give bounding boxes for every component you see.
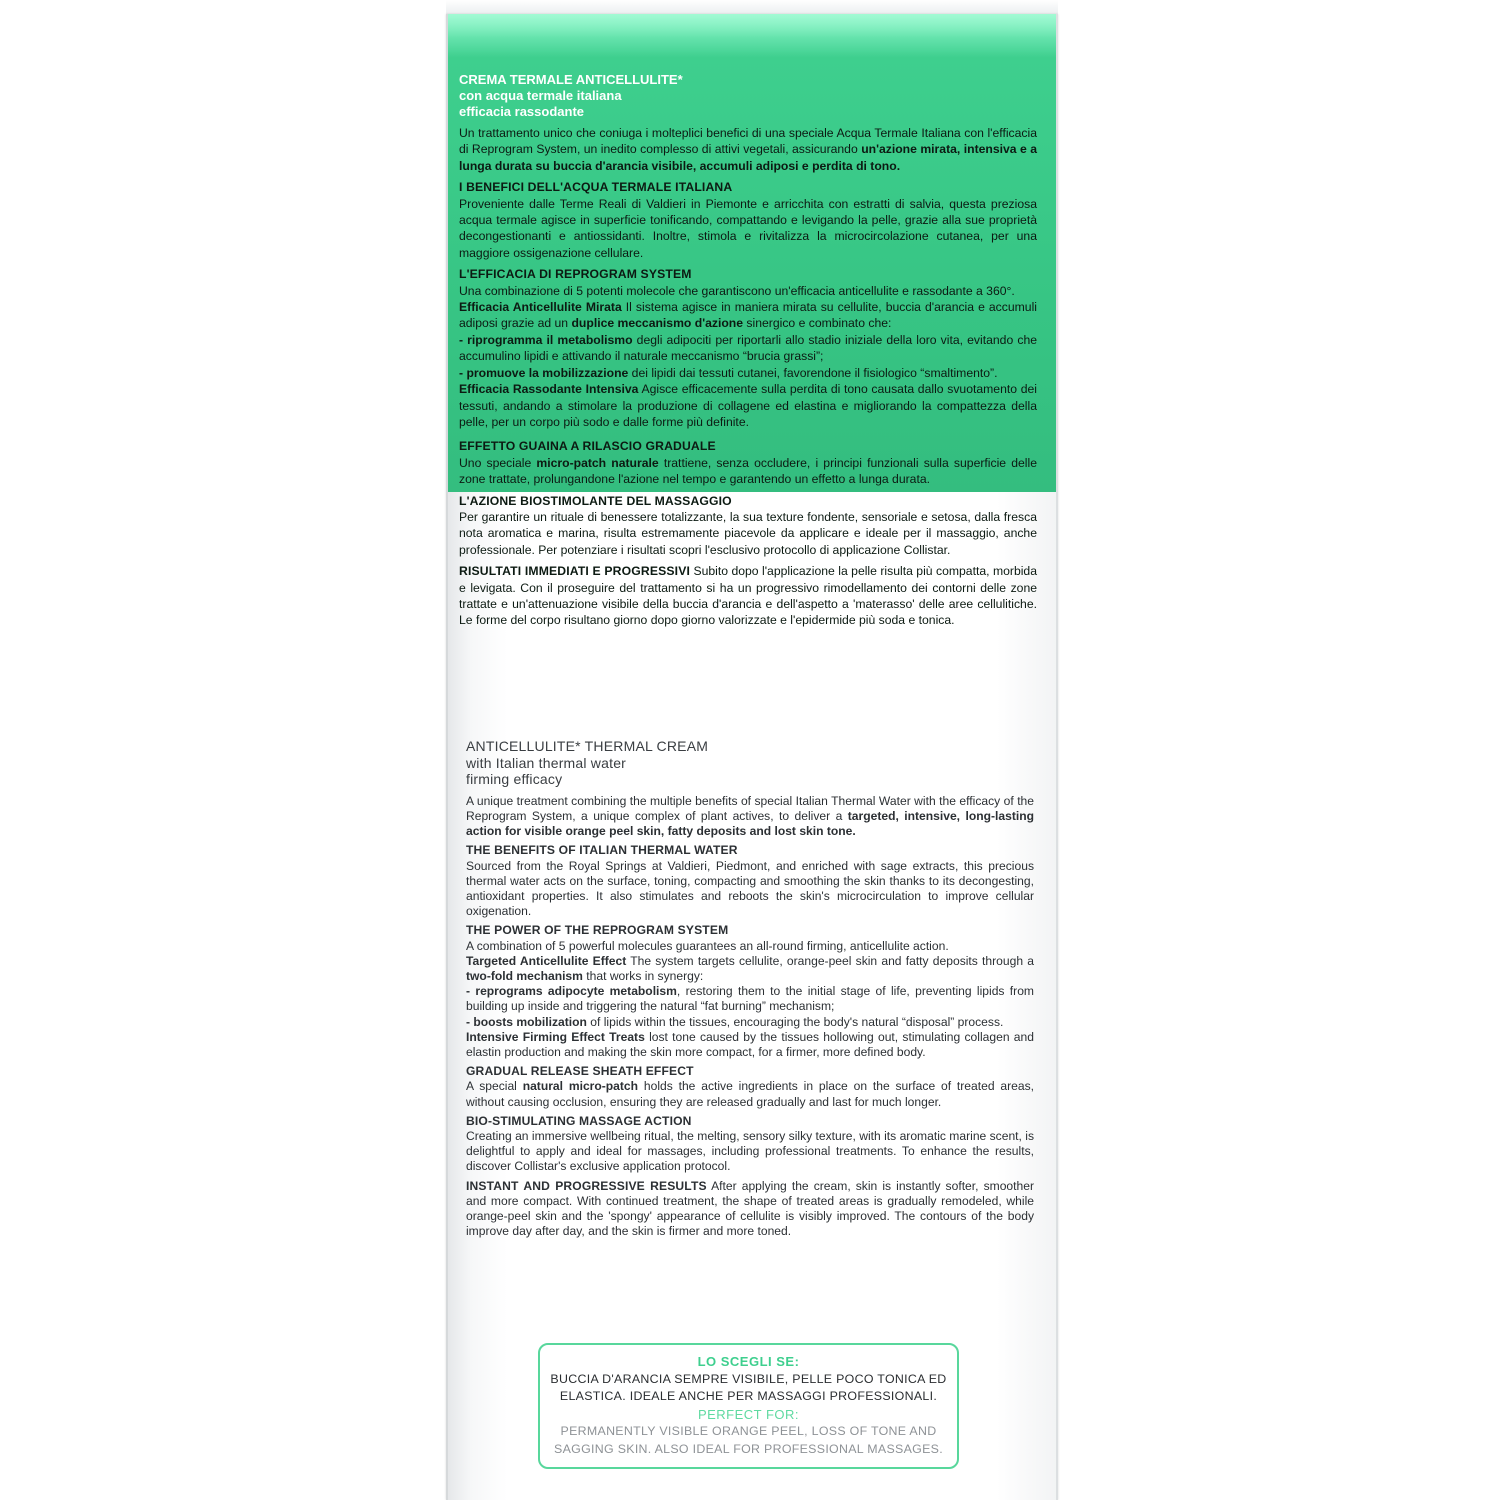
it-section-heading-massaggio: L'AZIONE BIOSTIMOLANTE DEL MASSAGGIO <box>459 493 732 508</box>
it-subtitle-1: con acqua termale italiana <box>459 88 622 103</box>
en-bullet-1: - reprograms adipocyte metabolism, restoring them to the initial stage of life, preventing lipids from building up inside and triggering the natural “fat burning” mechanism; <box>466 984 1034 1014</box>
it-section-body-reprogram: Una combinazione di 5 potenti molecole che garantiscono un'efficacia anticellulite e rassodante a 360°. <box>459 283 1015 298</box>
en-section-body-massage: Creating an immersive wellbeing ritual, the melting, sensory silky texture, with its aromatic marine scent, is delightful to apply and ideal for massages, including professional treatments. To enhance the results, discover Collistar's exclusive application protocol. <box>466 1129 1034 1174</box>
it-bullet-2: - promuove la mobilizzazione dei lipidi dai tessuti cutanei, favorendone il fisiologico “smaltimento”. <box>459 365 998 380</box>
en-bullet-2: - boosts mobilization of lipids within the tissues, encouraging the body's natural “disposal” process. <box>466 1014 1004 1029</box>
it-bullet-1: - riprogramma il metabolismo degli adipociti per riportarli allo stadio iniziale della loro vita, evitando che accumulino lipidi e attivando il naturale meccanismo “brucia grassi”; <box>459 332 1037 364</box>
panel-it-line-2: ELASTICA. IDEALE ANCHE PER MASSAGGI PROFESSIONALI. <box>559 1389 938 1403</box>
panel-en-line-1: PERMANENTLY VISIBLE ORANGE PEEL, LOSS OF TONE AND <box>560 1424 937 1438</box>
box-right-edge <box>1056 14 1058 1500</box>
panel-it-line-1: BUCCIA D'ARANCIA SEMPRE VISIBILE, PELLE POCO TONICA ED <box>550 1371 947 1386</box>
en-section-results: INSTANT AND PROGRESSIVE RESULTS After applying the cream, skin is instantly softer, smoother and more compact. With continued treatment, the shape of treated areas is gradually remodeled, while orange-peel skin and the 'spongy' appearance of cellulite is visibly improved. The contours of the body improve day after day, and the skin is firmer and more toned. <box>466 1178 1034 1239</box>
italian-text-block <box>459 72 1037 629</box>
en-firming-effect: Intensive Firming Effect Treats lost tone caused by the tissues hollowing out, stimulating collagen and elastin production and making the skin more compact, for a firmer, more defined body. <box>466 1029 1034 1060</box>
en-section-heading-thermal-water: THE BENEFITS OF ITALIAN THERMAL WATER <box>466 843 738 858</box>
it-section-body-thermal-water: Proveniente dalle Terme Reali di Valdieri in Piemonte e arricchita con estratti di salvia, questa preziosa acqua termale agisce in superficie tonificando, compattando e levigando la pelle, grazie alla sue proprietà decongestionanti e antiossidanti. Inoltre, stimola e rivitalizza la microcircolazione cutanea, per una maggiore ossigenazione cellulare. <box>459 196 1037 260</box>
it-section-heading-guaina: EFFETTO GUAINA A RILASCIO GRADUALE <box>459 439 716 454</box>
it-section-heading-thermal-water: I BENEFICI DELL'ACQUA TERMALE ITALIANA <box>459 180 733 195</box>
it-intro: Un trattamento unico che coniuga i molteplici benefici di una speciale Acqua Termale Italiana con l'efficacia di Reprogram System, un inedito complesso di attivi vegetali, assicurando un'azione mirata, intensiva e a lunga durata su buccia d'arancia visibile, accumuli adiposi e perdita di tono. <box>459 126 1037 173</box>
en-section-body-sheath: A special natural micro-patch holds the active ingredients in place on the surface of treated areas, without causing occlusion, ensuring they are released gradually and last for much longer. <box>466 1079 1034 1109</box>
en-section-heading-reprogram: THE POWER OF THE REPROGRAM SYSTEM <box>466 923 729 938</box>
box-left-edge <box>446 14 448 1500</box>
en-section-body-thermal-water: Sourced from the Royal Springs at Valdieri, Piedmont, and enriched with sage extracts, this precious thermal water acts on the surface, toning, compacting and smoothing the skin thanks to its decongesting, antioxidant properties. It also stimulates and reboots the skin's microcirculation to improve cellular oxigenation. <box>466 858 1034 919</box>
it-efficacia-rassodante: Efficacia Rassodante Intensiva Agisce efficacemente sulla perdita di tono causata dallo svuotamento dei tessuti, andando a stimolare la produzione di collagene ed elastina e migliorando la compattezza della pelle, per un corpo più sodo e dalle forme più definite. <box>459 382 1037 429</box>
panel-en-heading: PERFECT FOR: <box>697 1406 800 1422</box>
en-section-heading-massage: BIO-STIMULATING MASSAGE ACTION <box>466 1113 692 1128</box>
it-efficacia-mirata: Efficacia Anticellulite Mirata Il sistema agisce in maniera mirata su cellulite, buccia d'arancia e accumuli adiposi grazie ad un duplice meccanismo d'azione sinergico e combinato che: <box>459 300 1037 331</box>
en-product-title: ANTICELLULITE* THERMAL CREAM <box>466 738 709 754</box>
it-subtitle-2: efficacia rassodante <box>459 104 585 119</box>
panel-it-heading: LO SCEGLI SE: <box>697 1354 800 1369</box>
en-section-heading-sheath: GRADUAL RELEASE SHEATH EFFECT <box>466 1064 694 1079</box>
it-section-risultati: RISULTATI IMMEDIATI E PROGRESSIVI Subito dopo l'applicazione la pelle risulta più compatta, morbida e levigata. Con il proseguire del trattamento si ha un progressivo rimodellamento dei contorni delle zone trattate e un'attenuazione visibile della buccia d'arancia e dell'aspetto a 'materasso' delle aree cellulitiche. Le forme del corpo risultano giorno dopo giorno valorizzate e l'epidermide più soda e tonica. <box>459 564 1037 628</box>
english-text-block <box>466 738 1034 1239</box>
en-subtitle-1: with Italian thermal water <box>466 754 627 771</box>
panel-en-line-2: SAGGING SKIN. ALSO IDEAL FOR PROFESSIONAL MASSAGES. <box>554 1441 943 1456</box>
it-section-heading-reprogram: L'EFFICACIA DI REPROGRAM SYSTEM <box>459 267 692 282</box>
it-product-title: CREMA TERMALE ANTICELLULITE* <box>459 72 683 87</box>
box-fold-highlight <box>446 14 1058 58</box>
en-targeted-effect: Targeted Anticellulite Effect The system targets cellulite, orange-peel skin and fatty deposits through a two-fold mechanism that works in synergy: <box>466 953 1034 984</box>
en-section-body-reprogram: A combination of 5 powerful molecules guarantees an all-round firming, anticellulite action. <box>466 938 949 953</box>
en-intro: A unique treatment combining the multiple benefits of special Italian Thermal Water with the efficacy of the Reprogram System, a unique complex of plant actives, to deliver a targeted, intensive, long-lasting action for visible orange peel skin, fatty deposits and lost skin tone. <box>466 793 1034 839</box>
en-subtitle-2: firming efficacy <box>466 771 563 788</box>
it-section-body-guaina: Uno speciale micro-patch naturale trattiene, senza occludere, i principi funzionali sulla superficie delle zone trattate, prolungandone l'azione nel tempo e garantendo un effetto a lunga durata. <box>459 455 1037 487</box>
usage-panel <box>538 1343 959 1469</box>
it-section-body-massaggio: Per garantire un rituale di benessere totalizzante, la sua texture fondente, sensoriale e setosa, dalla fresca nota aromatica e marina, risulta estremamente piacevole da applicare e ideale per il massaggio, anche professionale. Per potenziare i risultati scopri l'esclusivo protocollo di applicazione Collistar. <box>459 509 1037 557</box>
